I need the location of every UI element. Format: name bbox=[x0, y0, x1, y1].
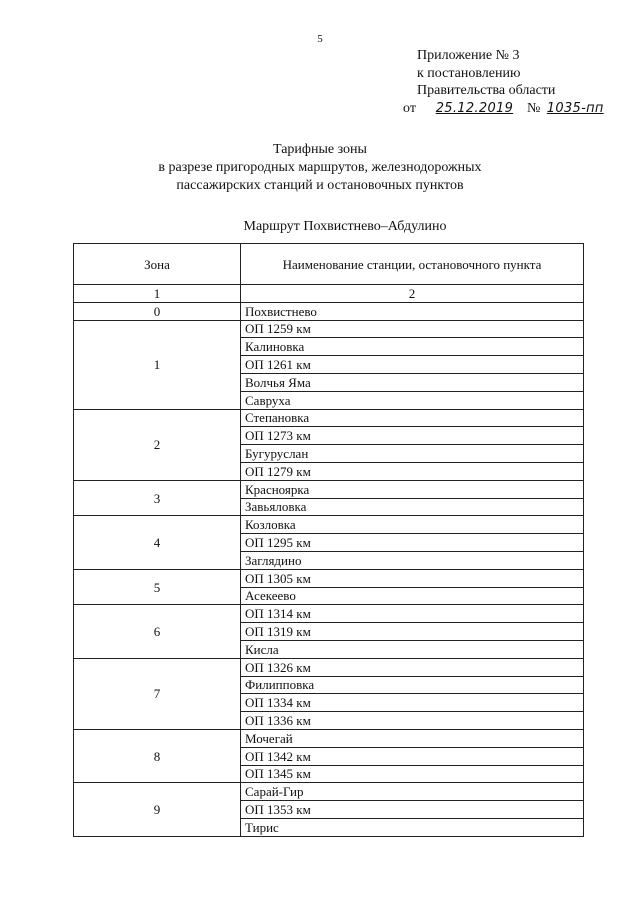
station-cell: Филипповка bbox=[241, 676, 584, 694]
index-row bbox=[74, 285, 584, 303]
title-line-3: пассажирских станций и остановочных пунктов bbox=[176, 178, 464, 193]
handwritten-date: 25.12.2019 bbox=[435, 100, 514, 116]
station-cell: Заглядино bbox=[241, 551, 584, 569]
table-body bbox=[74, 285, 584, 837]
handwritten-number: 1035-пп bbox=[546, 100, 604, 116]
zone-cell: 6 bbox=[74, 605, 241, 658]
tariff-zones-table bbox=[73, 243, 584, 837]
station-cell: ОП 1353 км bbox=[241, 801, 584, 819]
station-cell: Мочегай bbox=[241, 729, 584, 747]
table-row bbox=[74, 516, 584, 534]
station-cell: ОП 1319 км bbox=[241, 623, 584, 641]
document-title bbox=[0, 141, 640, 195]
zone-cell: 7 bbox=[74, 658, 241, 729]
table-row bbox=[74, 729, 584, 747]
station-cell: Завьяловка bbox=[241, 498, 584, 516]
station-cell: Бугуруслан bbox=[241, 445, 584, 463]
route-title: Маршрут Похвистнево–Абдулино bbox=[243, 219, 447, 234]
station-cell: Красноярка bbox=[241, 480, 584, 498]
station-cell: Кисла bbox=[241, 640, 584, 658]
header-station: Наименование станции, остановочного пункта bbox=[241, 244, 584, 285]
table-row bbox=[74, 480, 584, 498]
annex-line-2: к постановлению bbox=[417, 65, 521, 81]
table-row bbox=[74, 409, 584, 427]
station-cell: ОП 1261 км bbox=[241, 356, 584, 374]
zone-cell: 5 bbox=[74, 569, 241, 605]
zone-cell: 3 bbox=[74, 480, 241, 516]
zone-cell: 4 bbox=[74, 516, 241, 569]
zone-cell: 1 bbox=[74, 320, 241, 409]
station-cell: Волчья Яма bbox=[241, 373, 584, 391]
table-row bbox=[74, 320, 584, 338]
annex-date-line bbox=[403, 100, 604, 118]
station-cell: Похвистнево bbox=[241, 302, 584, 320]
station-cell: ОП 1336 км bbox=[241, 712, 584, 730]
station-cell: Тирис bbox=[241, 818, 584, 836]
station-cell: Асекеево bbox=[241, 587, 584, 605]
from-label: от bbox=[403, 100, 416, 116]
station-cell: Степановка bbox=[241, 409, 584, 427]
station-cell: Савруха bbox=[241, 391, 584, 409]
header-zone: Зона bbox=[74, 244, 241, 285]
station-cell: ОП 1305 км bbox=[241, 569, 584, 587]
index-col-1: 1 bbox=[74, 285, 241, 303]
station-cell: ОП 1259 км bbox=[241, 320, 584, 338]
station-cell: ОП 1279 км bbox=[241, 462, 584, 480]
station-cell: ОП 1334 км bbox=[241, 694, 584, 712]
table-row bbox=[74, 302, 584, 320]
table-row bbox=[74, 783, 584, 801]
table-row bbox=[74, 605, 584, 623]
zone-cell: 0 bbox=[74, 302, 241, 320]
index-col-2: 2 bbox=[241, 285, 584, 303]
page-number: 5 bbox=[317, 33, 323, 45]
annex-block bbox=[403, 47, 604, 117]
zone-cell: 8 bbox=[74, 729, 241, 782]
annex-line-1: Приложение № 3 bbox=[417, 48, 520, 63]
station-cell: ОП 1314 км bbox=[241, 605, 584, 623]
station-cell: ОП 1295 км bbox=[241, 534, 584, 552]
header-row bbox=[74, 244, 584, 285]
zone-cell: 9 bbox=[74, 783, 241, 836]
number-label: № bbox=[526, 100, 541, 116]
table-row bbox=[74, 658, 584, 676]
station-cell: Козловка bbox=[241, 516, 584, 534]
station-cell: Сарай-Гир bbox=[241, 783, 584, 801]
station-cell: ОП 1273 км bbox=[241, 427, 584, 445]
annex-line-3: Правительства области bbox=[417, 83, 556, 98]
station-cell: ОП 1345 км bbox=[241, 765, 584, 783]
station-cell: ОП 1326 км bbox=[241, 658, 584, 676]
station-cell: Калиновка bbox=[241, 338, 584, 356]
title-line-1: Тарифные зоны bbox=[273, 142, 367, 157]
title-line-2: в разрезе пригородных маршрутов, железнодорожных bbox=[158, 160, 482, 175]
table-row bbox=[74, 569, 584, 587]
zone-cell: 2 bbox=[74, 409, 241, 480]
station-cell: ОП 1342 км bbox=[241, 747, 584, 765]
